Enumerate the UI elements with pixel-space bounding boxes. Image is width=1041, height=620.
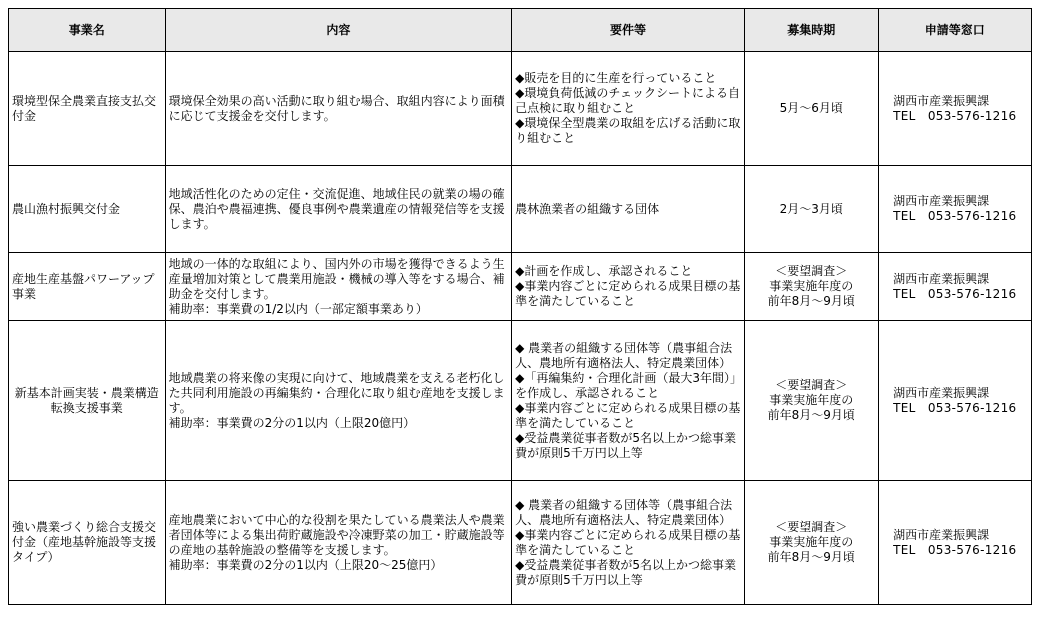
period-line: 事業実施年度の — [769, 393, 854, 407]
window-office: 湖西市産業振興課 — [893, 385, 990, 400]
program-name: 強い農業づくり総合支援交付金（産地基幹施設等支援タイプ） — [9, 481, 166, 605]
window-office: 湖西市産業振興課 — [893, 194, 990, 208]
requirement-item: ◆環境保全型農業の取組を広げる活動に取り組むこと — [515, 116, 741, 145]
content-line: 環境保全効果の高い活動に取り組む場合、取組内容により面積に応じて支援金を交付します。 — [168, 93, 505, 123]
header-name: 事業名 — [9, 9, 166, 52]
subsidy-rate: 補助率：事業費の2分の1以内（上限20億円） — [168, 415, 416, 430]
program-content — [165, 253, 512, 321]
program-requirements — [512, 166, 745, 253]
requirement-item: ◆受益農業従事者数が5名以上かつ総事業費が原則5千万円以上等 — [515, 430, 737, 460]
program-content — [165, 321, 512, 481]
program-requirements — [512, 481, 745, 605]
window-office: 湖西市産業振興課 — [893, 271, 990, 286]
requirement-item: 農林漁業者の組織する団体 — [515, 201, 660, 216]
requirement-item: ◆ 農業者の組織する団体等（農事組合法人、農地所有適格法人、特定農業団体） — [515, 497, 733, 527]
table-row — [9, 166, 1032, 253]
content-line: 地域農業の将来像の実現に向けて、地域農業を支える老朽化した共同利用施設の再編集約・合理化に取り組む産地を支援します。 — [168, 370, 505, 415]
subsidy-rate: 補助率：事業費の1/2以内（一部定額事業あり） — [168, 301, 428, 316]
table-row — [9, 321, 1032, 481]
application-window — [878, 166, 1031, 253]
header-content: 内容 — [165, 9, 512, 52]
period-line: 前年8月～9月頃 — [767, 294, 855, 308]
subsidy-rate: 補助率：事業費の2分の1以内（上限20～25億円） — [168, 557, 443, 572]
program-requirements — [512, 253, 745, 321]
program-name: 農山漁村振興交付金 — [9, 166, 166, 253]
content-line: 産地農業において中心的な役割を果たしている農業法人や農業者団体等による集出荷貯蔵施設や冷凍野菜の加工・貯蔵施設等の産地の基幹施設の整備等を支援します。 — [168, 512, 505, 557]
program-content — [165, 52, 512, 166]
table-row — [9, 253, 1032, 321]
window-tel: TEL 053-576-1216 — [893, 400, 1017, 415]
window-tel: TEL 053-576-1216 — [893, 286, 1017, 301]
window-office: 湖西市産業振興課 — [893, 527, 990, 542]
table-row — [9, 481, 1032, 605]
program-requirements — [512, 321, 745, 481]
header-window: 申請等窓口 — [878, 9, 1031, 52]
application-window — [878, 321, 1031, 481]
period-line: ＜要望調査＞ — [775, 264, 848, 278]
program-content — [165, 166, 512, 253]
application-window — [878, 52, 1031, 166]
header-requirements: 要件等 — [512, 9, 745, 52]
period-line: 前年8月～9月頃 — [767, 408, 855, 422]
subsidy-table — [8, 8, 1032, 605]
period-line: 5月～6月頃 — [779, 101, 843, 115]
requirement-item: ◆ 農業者の組織する団体等（農事組合法人、農地所有適格法人、特定農業団体） — [515, 340, 733, 370]
application-window — [878, 253, 1031, 321]
period-line: 前年8月～9月頃 — [767, 550, 855, 564]
period-line: 事業実施年度の — [769, 535, 854, 549]
requirement-item: ◆環境負荷低減のチェックシートによる自己点検に取り組むこと — [515, 86, 741, 115]
window-tel: TEL 053-576-1216 — [893, 209, 1017, 223]
recruitment-period — [744, 321, 878, 481]
period-line: ＜要望調査＞ — [775, 378, 848, 392]
requirement-item: ◆販売を目的に生産を行っていること — [515, 71, 717, 85]
requirement-item: ◆事業内容ごとに定められる成果目標の基準を満たしていること — [515, 279, 741, 308]
requirement-item: ◆事業内容ごとに定められる成果目標の基準を満たしていること — [515, 527, 741, 557]
period-line: ＜要望調査＞ — [775, 520, 848, 534]
recruitment-period — [744, 253, 878, 321]
window-tel: TEL 053-576-1216 — [893, 108, 1017, 123]
content-line: 地域の一体的な取組により、国内外の市場を獲得できるよう生産量増加対策として農業用施設・機械の導入等をする場合、補助金を交付します。 — [168, 256, 505, 301]
period-line: 事業実施年度の — [769, 279, 854, 293]
program-content — [165, 481, 512, 605]
recruitment-period — [744, 481, 878, 605]
table-row — [9, 52, 1032, 166]
requirement-item: ◆受益農業従事者数が5名以上かつ総事業費が原則5千万円以上等 — [515, 557, 737, 587]
requirement-item: ◆事業内容ごとに定められる成果目標の基準を満たしていること — [515, 400, 741, 430]
window-tel: TEL 053-576-1216 — [893, 542, 1017, 557]
program-name: 新基本計画実装・農業構造転換支援事業 — [9, 321, 166, 481]
recruitment-period — [744, 52, 878, 166]
header-row — [9, 9, 1032, 52]
recruitment-period — [744, 166, 878, 253]
requirement-item: ◆計画を作成し、承認されること — [515, 264, 693, 278]
program-name: 環境型保全農業直接支払交付金 — [9, 52, 166, 166]
program-name: 産地生産基盤パワーアップ事業 — [9, 253, 166, 321]
application-window — [878, 481, 1031, 605]
header-period: 募集時期 — [744, 9, 878, 52]
requirement-item: ◆「再編集約・合理化計画（最大3年間）」を作成し、承認されること — [515, 370, 737, 400]
period-line: 2月～3月頃 — [779, 201, 843, 216]
content-line: 地域活性化のための定住・交流促進、地域住民の就業の場の確保、農泊や農福連携、優良事例や農業遺産の情報発信等を支援します。 — [168, 186, 505, 231]
window-office: 湖西市産業振興課 — [893, 93, 990, 108]
program-requirements — [512, 52, 745, 166]
